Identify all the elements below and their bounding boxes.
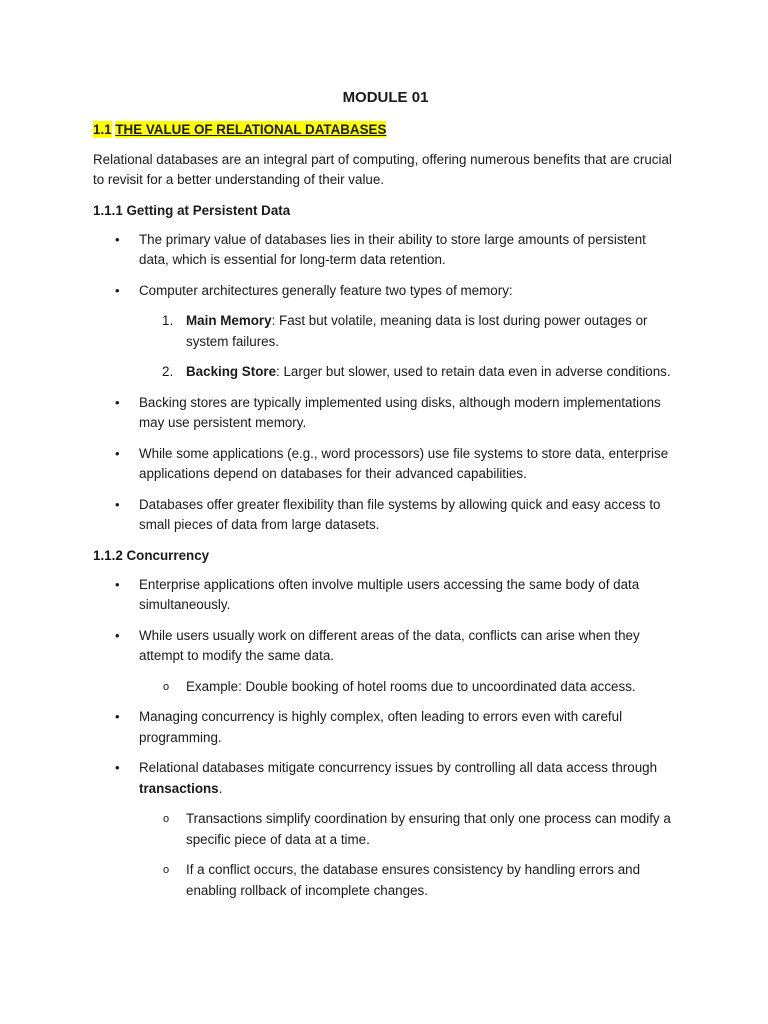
list-item <box>93 444 678 485</box>
document-page <box>93 88 678 901</box>
bullet-icon: • <box>115 231 120 247</box>
list-item <box>93 495 678 536</box>
list-item <box>93 230 678 271</box>
term-transactions: transactions <box>139 780 219 796</box>
list-item-text: Transactions simplify coordination by ensuring that only one process can modify a specific piece of data at a time. <box>186 811 671 847</box>
list-item-text: Managing concurrency is highly complex, often leading to errors even with careful programming. <box>139 709 623 745</box>
bullet-icon: • <box>115 496 120 512</box>
bullet-icon: • <box>115 445 120 461</box>
circle-bullet-icon: o <box>163 680 170 693</box>
section-heading <box>93 120 678 141</box>
list-item-text: : Fast but volatile, meaning data is lost during power outages or system failures. <box>186 313 648 349</box>
list-item <box>93 575 678 616</box>
list-item-text: : Larger but slower, used to retain data even in adverse conditions. <box>276 364 671 379</box>
list-item-text: If a conflict occurs, the database ensures consistency by handling errors and enabling rollback of incomplete changes. <box>186 862 641 898</box>
section-title: THE VALUE OF RELATIONAL DATABASES <box>115 122 387 137</box>
bullet-icon: • <box>115 282 120 298</box>
list-item <box>139 860 678 901</box>
list-item <box>139 311 678 352</box>
list-item <box>93 707 678 748</box>
section-number: 1.1 <box>93 122 112 137</box>
bullet-icon: • <box>115 394 120 410</box>
circle-bullet-icon: o <box>163 864 170 876</box>
conflict-example-list <box>139 677 678 698</box>
persistent-data-list <box>93 230 678 536</box>
list-item-text: Backing stores are typically implemented using disks, although modern implementations may use persistent memory. <box>139 394 661 430</box>
list-item-text: Relational databases mitigate concurrency issues by controlling all data access through <box>139 760 658 775</box>
transactions-list <box>139 809 678 901</box>
list-item <box>139 362 678 383</box>
list-item-text: While users usually work on different areas of the data, conflicts can arise when they attempt to modify the same data. <box>139 627 640 663</box>
list-item <box>93 281 678 383</box>
bullet-icon: • <box>115 627 120 643</box>
list-item <box>93 626 678 698</box>
list-item <box>93 758 678 901</box>
circle-bullet-icon: o <box>163 813 170 825</box>
list-item-text: . <box>218 780 223 796</box>
concurrency-list <box>93 575 678 902</box>
list-item <box>139 677 678 698</box>
list-item-text: Example: Double booking of hotel rooms due to uncoordinated data access. <box>186 678 636 694</box>
list-item-text: Enterprise applications often involve multiple users accessing the same body of data simultaneously. <box>139 576 640 612</box>
list-item-text: Databases offer greater flexibility than file systems by allowing quick and easy access to small pieces of data from large datasets. <box>139 496 661 532</box>
term-backing-store: Backing Store <box>186 364 277 379</box>
module-title: MODULE 01 <box>342 89 429 106</box>
subsection-heading-persistent-data: 1.1.1 Getting at Persistent Data <box>93 202 291 218</box>
list-number: 1. <box>162 313 174 328</box>
bullet-icon: • <box>115 709 120 724</box>
bullet-icon: • <box>115 576 120 592</box>
list-item <box>139 809 678 850</box>
term-main-memory: Main Memory <box>186 313 272 328</box>
section-intro: Relational databases are an integral part of computing, offering numerous benefits that are crucial to revisit for a better understanding of their value. <box>93 151 672 187</box>
list-item <box>93 393 678 434</box>
memory-types-list <box>139 311 678 383</box>
subsection-heading-concurrency: 1.1.2 Concurrency <box>93 547 210 563</box>
list-number: 2. <box>162 364 174 379</box>
list-item-text: While some applications (e.g., word processors) use file systems to store data, enterprise applications depend on databases for their advanced capabilities. <box>139 445 669 481</box>
bullet-icon: • <box>115 760 120 775</box>
list-item-text: The primary value of databases lies in their ability to store large amounts of persistent data, which is essential for long-term data retention. <box>139 231 646 267</box>
list-item-text: Computer architectures generally feature two types of memory: <box>139 282 513 298</box>
